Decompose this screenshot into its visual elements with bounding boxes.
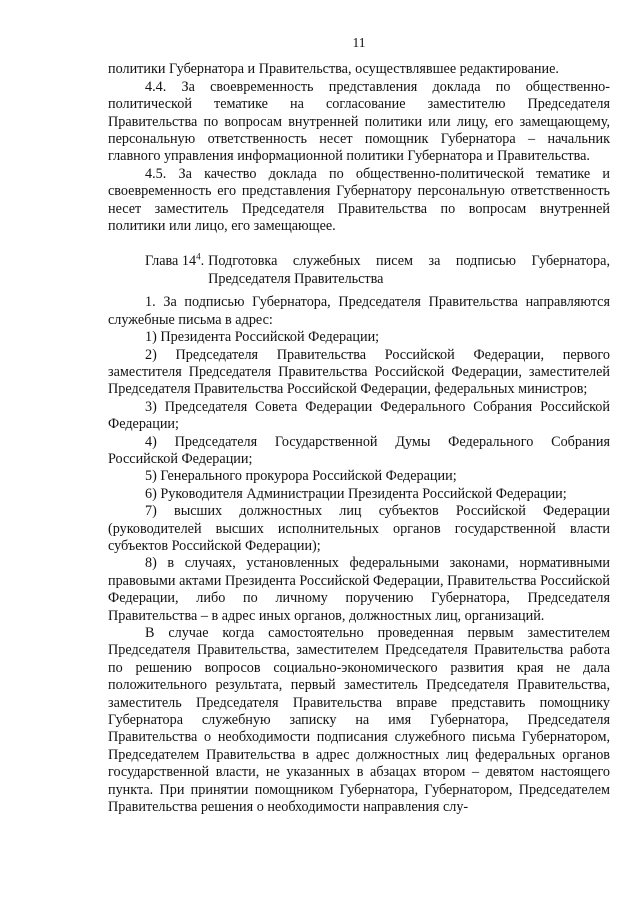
chapter-number bbox=[108, 253, 208, 288]
paragraph-intro: 1. За подписью Губернатора, Председателя Правительства направляются служебные письма в адрес: bbox=[108, 294, 610, 328]
paragraph-4-5: 4.5. За качество доклада по общественно-политической тематике и своевременность его представления Губернатору персональную ответственность несет заместитель Председателя Правительства по вопросам внутренней политики или лицо, его замещающее. bbox=[108, 165, 610, 235]
chapter-title: Подготовка служебных писем за подписью Губернатора, Председателя Правительства bbox=[208, 253, 610, 287]
chapter-label: Глава 14 bbox=[145, 253, 197, 270]
chapter-superscript: 4 bbox=[196, 251, 201, 262]
recipient-list bbox=[108, 329, 610, 625]
list-item: 3) Председателя Совета Федерации Федерального Собрания Российской Федерации; bbox=[108, 398, 610, 433]
chapter-separator: . bbox=[200, 253, 205, 270]
list-item: 6) Руководителя Администрации Президента Российской Федерации; bbox=[145, 485, 567, 502]
paragraph-closing: В случае когда самостоятельно проведенная первым заместителем Председателя Правительства, заместителем Председателя Правительства работа по решению вопросов социально-экономического развития края не дала положительного результата, первый заместитель Председателя Правительства, заместитель Председателя Правительства вправе представить помощнику Губернатора служебную записку на имя Губернатора, Председателя Правительства о необходимости подписания служебного письма Губернатором, Председателем Правительства в адрес должностных лиц федеральных органов государственной власти, не указанных в абзацах втором – девятом настоящего пункта. При принятии помощником Губернатора, Губернатором, Председателем Правительства решения о необходимости направления слу- bbox=[108, 625, 610, 816]
list-item: 4) Председателя Государственной Думы Федерального Собрания Российской Федерации; bbox=[108, 433, 610, 467]
paragraph-continuation: политики Губернатора и Правительства, осуществлявшее редактирование. bbox=[108, 61, 559, 78]
document-page bbox=[108, 34, 610, 816]
chapter-heading bbox=[108, 253, 610, 288]
list-item: 8) в случаях, установленных федеральными законами, нормативными правовыми актами Президента Российской Федерации, Правительства Российской Федерации, либо по личному поручению Губернатора, Председателя Правительства – в адрес иных органов, должностных лиц, организаций. bbox=[108, 555, 610, 624]
list-item: 2) Председателя Правительства Российской Федерации, первого заместителя Председателя Правительства Российской Федерации, заместителей Председателя Правительства Российской Федерации, федеральных министров; bbox=[108, 346, 610, 398]
list-item: 5) Генерального прокурора Российской Федерации; bbox=[145, 468, 457, 485]
page-number: 11 bbox=[352, 35, 366, 50]
list-item: 1) Президента Российской Федерации; bbox=[145, 329, 380, 346]
paragraph-4-4: 4.4. За своевременность представления доклада по общественно-политической тематике на согласование заместителю Председателя Правительства по вопросам внутренней политики или лицу, его замещающему, персональную ответственность несет помощник Губернатора – начальник главного управления информационной политики Губернатора и Правительства. bbox=[108, 78, 610, 165]
list-item: 7) высших должностных лиц субъектов Российской Федерации (руководителей высших исполнительных органов государственной власти субъектов Российской Федерации); bbox=[108, 503, 610, 554]
